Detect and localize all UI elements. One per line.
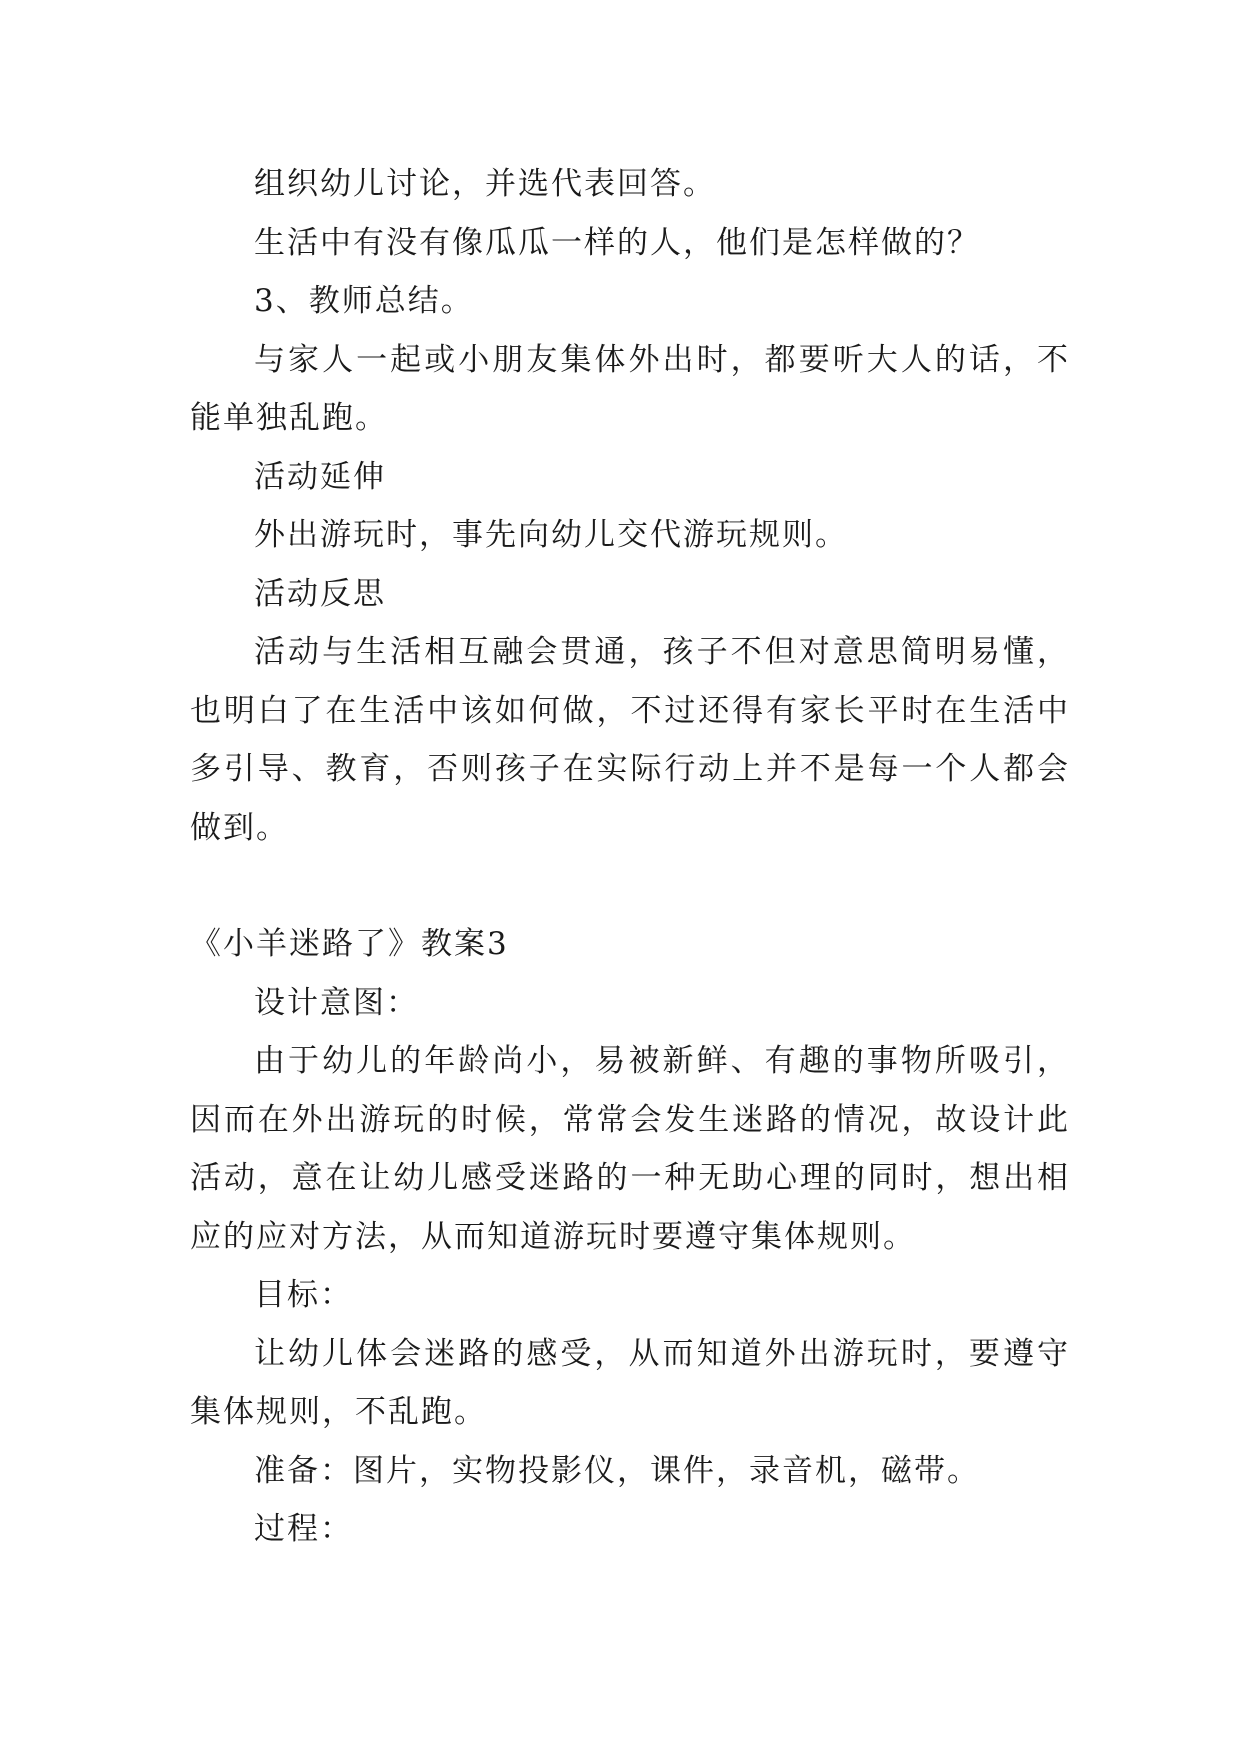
spacer — [190, 857, 1070, 915]
paragraph: 活动与生活相互融会贯通，孩子不但对意思简明易懂，也明白了在生活中该如何做，不过还得有家长平时在生活中多引导、教育，否则孩子在实际行动上并不是每一个人都会做到。 — [190, 634, 1070, 846]
paragraph: 组织幼儿讨论，并选代表回答。 — [254, 166, 716, 202]
paragraph: 3、教师总结。 — [254, 283, 474, 319]
paragraph: 与家人一起或小朋友集体外出时，都要听大人的话，不能单独乱跑。 — [190, 341, 1070, 436]
section-heading: 目标： — [254, 1277, 353, 1313]
paragraph: 生活中有没有像瓜瓜一样的人，他们是怎样做的？ — [254, 224, 980, 261]
section-heading: 活动延伸 — [254, 458, 386, 495]
section-heading: 设计意图： — [254, 984, 419, 1021]
document-body — [190, 155, 1070, 1559]
paragraph: 由于幼儿的年龄尚小，易被新鲜、有趣的事物所吸引，因而在外出游玩的时候，常常会发生迷路的情况，故设计此活动，意在让幼儿感受迷路的一种无助心理的同时，想出相应的应对方法，从而知道游玩时要遵守集体规则。 — [190, 1043, 1070, 1255]
paragraph: 外出游玩时，事先向幼儿交代游玩规则。 — [254, 517, 848, 553]
section-heading: 活动反思 — [254, 575, 386, 612]
paragraph: 准备：图片，实物投影仪，课件，录音机，磁带。 — [254, 1452, 980, 1489]
section-heading: 过程： — [254, 1511, 353, 1547]
paragraph: 让幼儿体会迷路的感受，从而知道外出游玩时，要遵守集体规则，不乱跑。 — [190, 1335, 1070, 1430]
document-title: 《小羊迷路了》教案3 — [190, 926, 509, 962]
